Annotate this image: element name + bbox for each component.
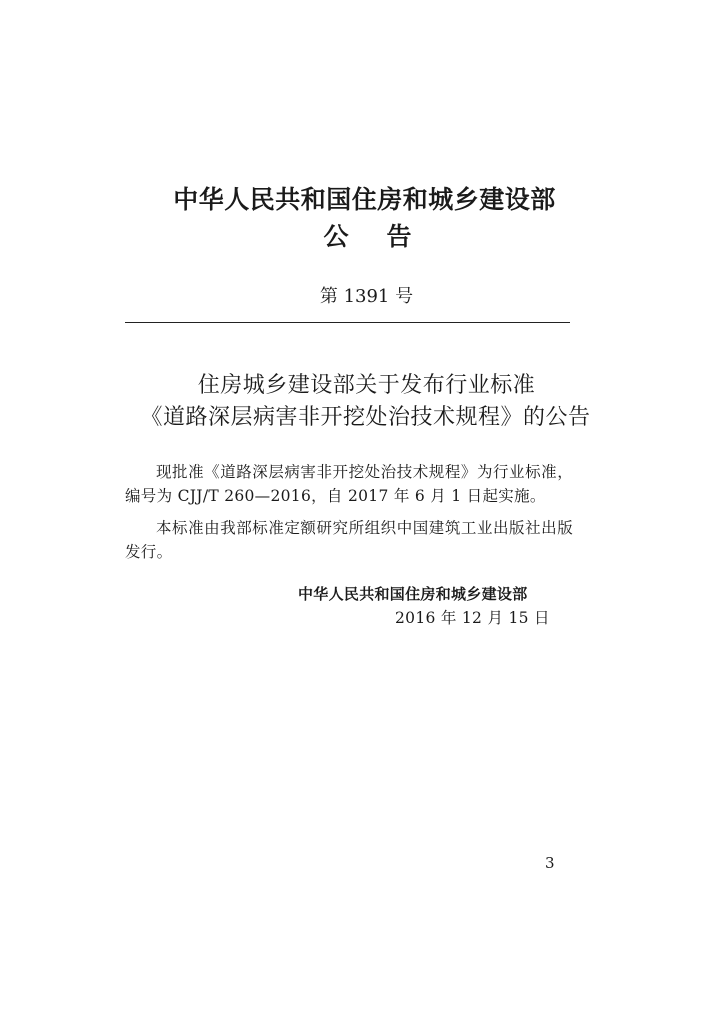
signature-date: 2016 年 12 月 15 日 (395, 609, 550, 627)
page-number: 3 (545, 854, 555, 872)
divider-line (125, 322, 570, 323)
headline-line-2: 《道路深层病害非开挖处治技术规程》的公告 (140, 405, 591, 430)
body-paragraph-1: 现批准《道路深层病害非开挖处治技术规程》为行业标准，编号为 CJJ/T 260—2016，自 2017 年 6 月 1 日起实施。 (125, 463, 573, 505)
notice-number: 第 1391 号 (319, 286, 414, 307)
notice-heading: 公告 (323, 222, 450, 251)
headline-line-1: 住房城乡建设部关于发布行业标准 (197, 373, 536, 398)
ministry-title: 中华人民共和国住房和城乡建设部 (173, 185, 556, 214)
signature-organization: 中华人民共和国住房和城乡建设部 (298, 585, 528, 603)
body-paragraph-2: 本标准由我部标准定额研究所组织中国建筑工业出版社出版发行。 (125, 519, 573, 561)
